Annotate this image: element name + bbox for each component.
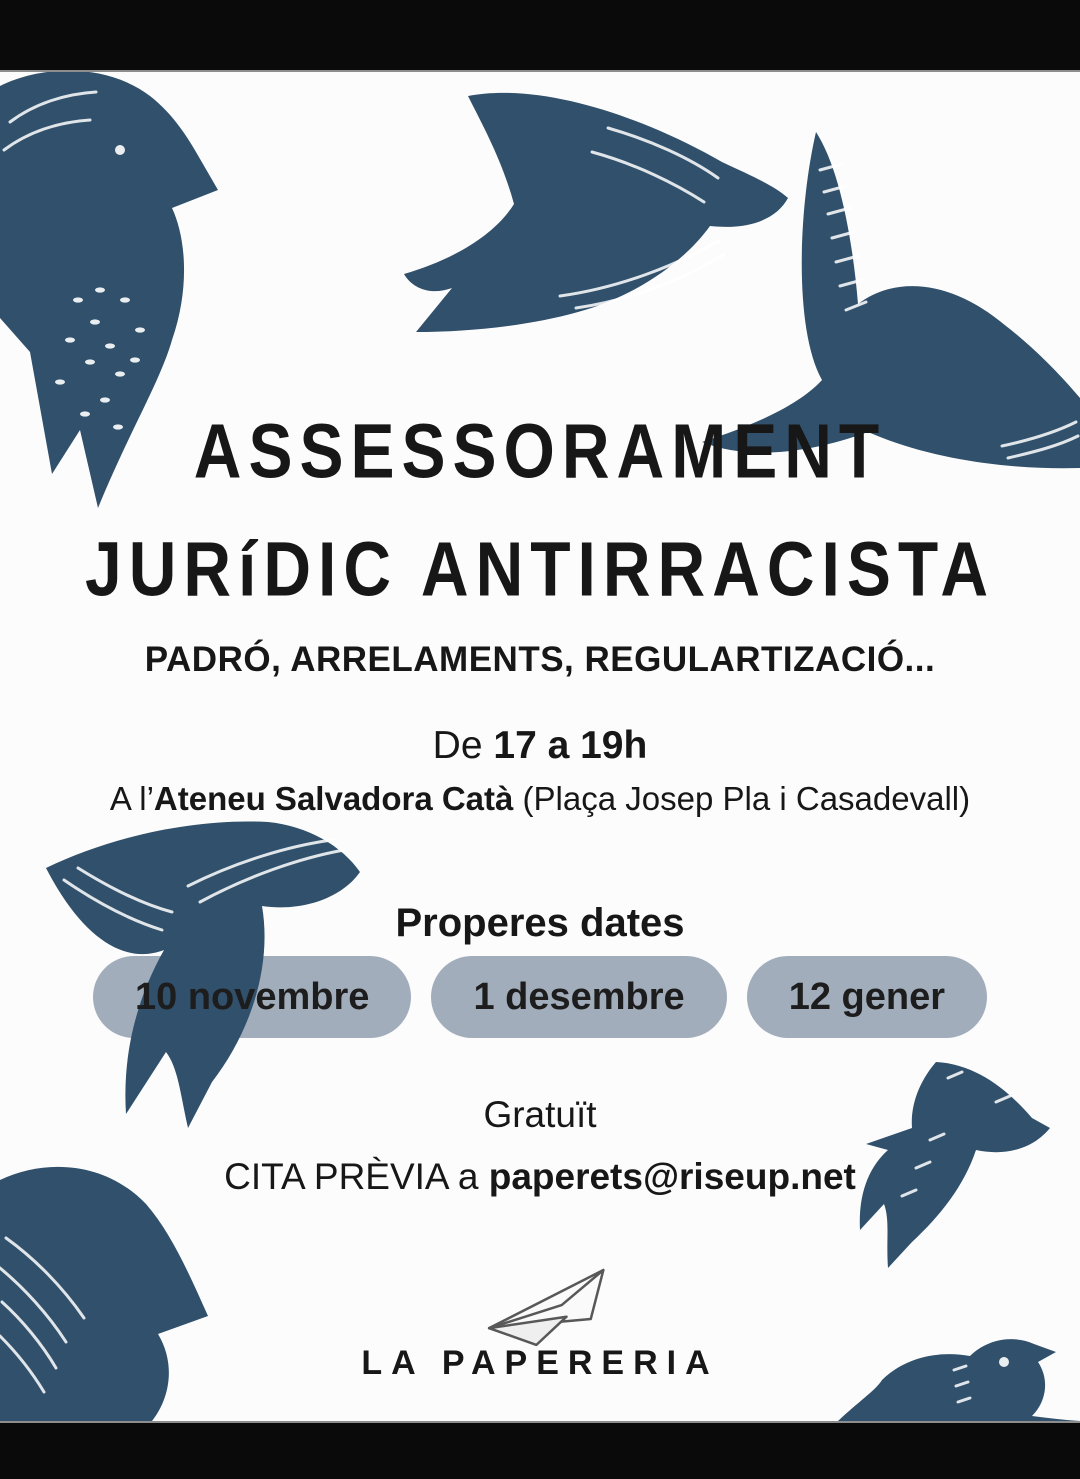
title-line-2: JURíDIC ANTIRRACISTA bbox=[85, 526, 995, 612]
dates-heading: Properes dates bbox=[395, 901, 685, 945]
schedule-time: 17 a 19h bbox=[493, 724, 648, 767]
price-label: Gratuït bbox=[483, 1094, 597, 1135]
schedule-prefix: De bbox=[432, 724, 494, 767]
letterbox-bar-bottom bbox=[0, 1421, 1080, 1479]
location-line bbox=[0, 780, 1080, 818]
schedule-line bbox=[0, 724, 1080, 768]
date-pill-label: 1 desembre bbox=[473, 975, 685, 1018]
letterbox-bar-top bbox=[0, 0, 1080, 72]
location-suffix: (Plaça Josep Pla i Casadevall) bbox=[513, 780, 971, 817]
contact-line bbox=[0, 1156, 1080, 1198]
date-pill-label: 12 gener bbox=[788, 975, 945, 1018]
date-pill-label: 10 novembre bbox=[135, 975, 370, 1018]
brand-name: LA PAPERERIA bbox=[361, 1344, 719, 1382]
contact-prefix: CITA PRÈVIA a bbox=[224, 1156, 489, 1197]
bird-top-center bbox=[404, 93, 788, 332]
title-line-1: ASSESSORAMENT bbox=[193, 408, 887, 494]
location-name: Ateneu Salvadora Catà bbox=[153, 780, 514, 817]
subtitle: PADRÓ, ARRELAMENTS, REGULARTIZACIÓ... bbox=[144, 640, 936, 679]
contact-email: paperets@riseup.net bbox=[488, 1156, 856, 1197]
location-prefix: A l’ bbox=[109, 780, 154, 817]
